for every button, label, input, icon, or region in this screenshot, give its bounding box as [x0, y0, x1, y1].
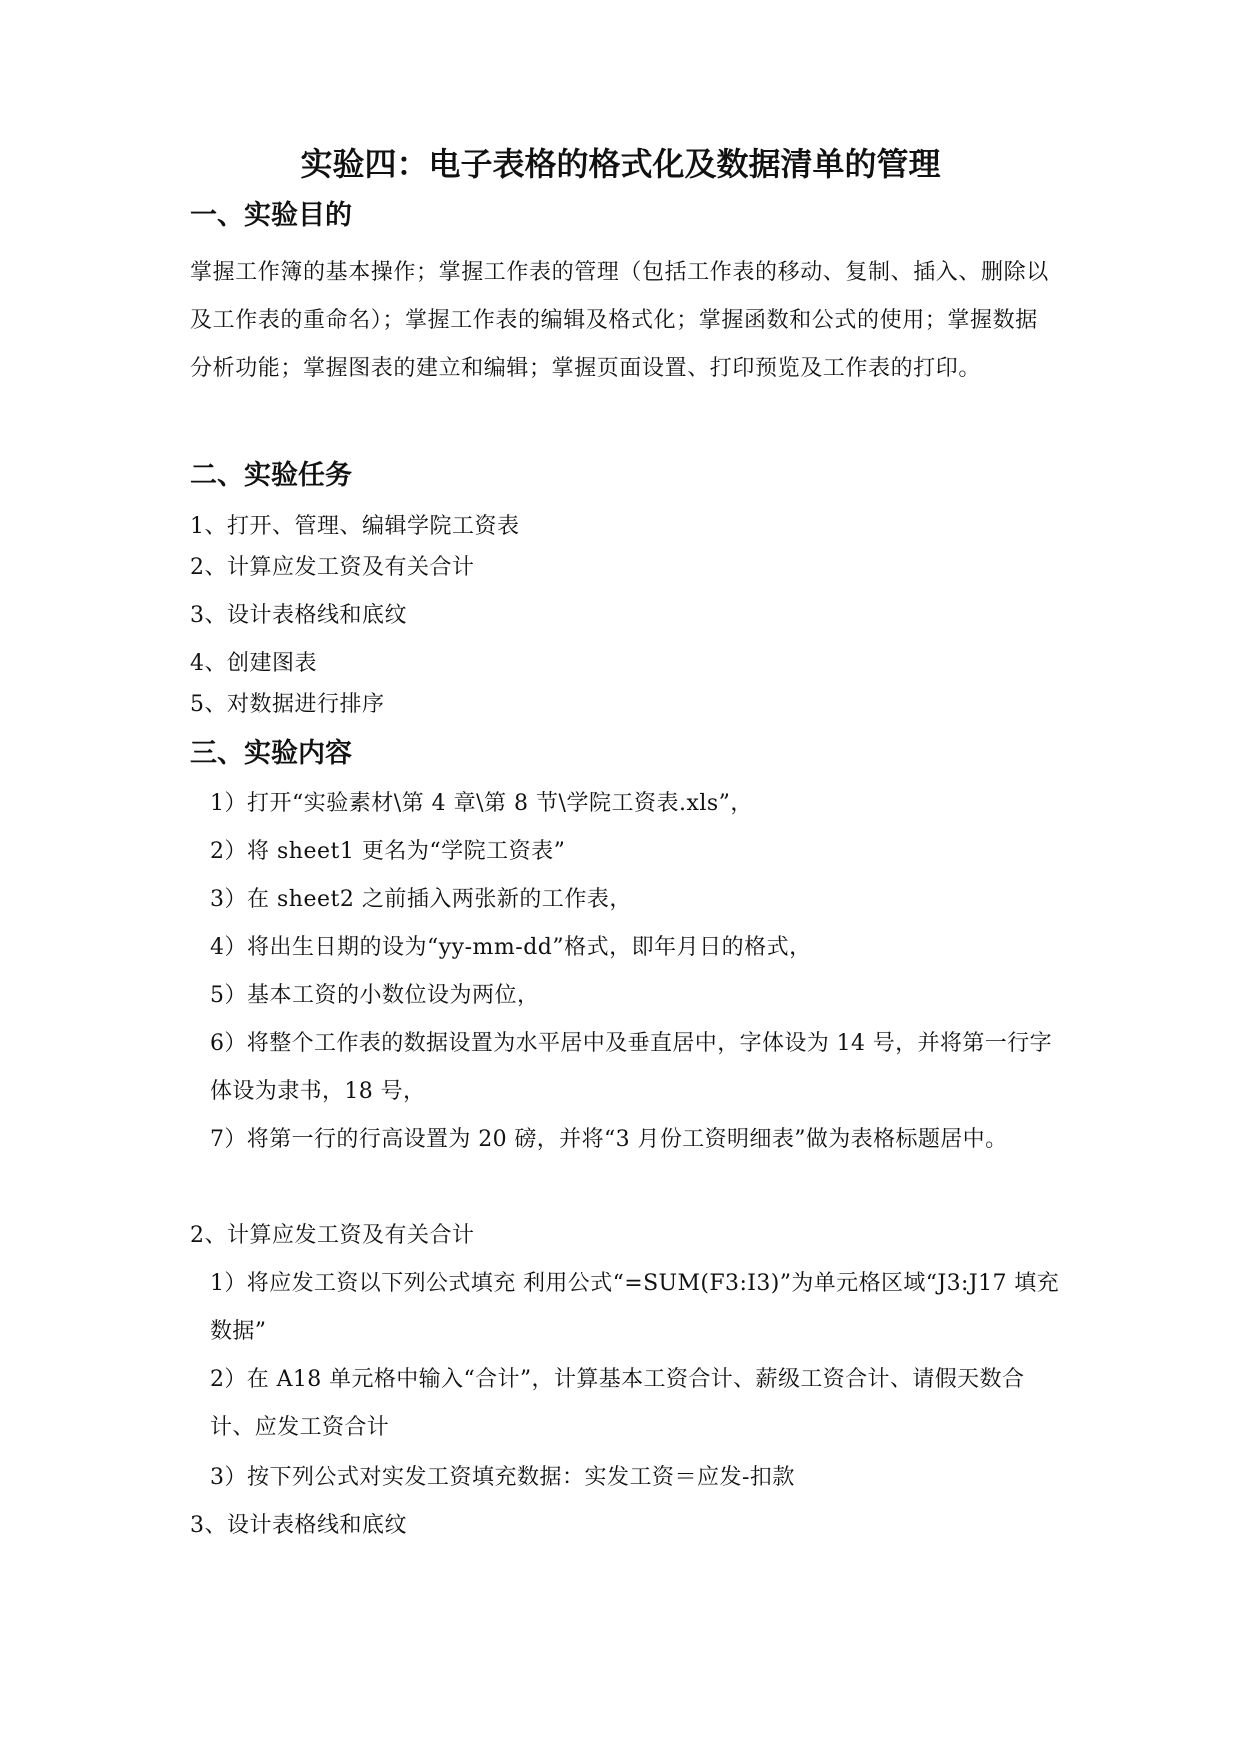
task-item: 2、计算应发工资及有关合计 — [190, 555, 475, 580]
purpose-paragraph: 掌握工作簿的基本操作；掌握工作表的管理（包括工作表的移动、复制、插入、删除以及工作表的重命名）；掌握工作表的编辑及格式化；掌握函数和公式的使用；掌握数据分析功能；掌握图表的建立和编辑；掌握页面设置、打印预览及工作表的打印。 — [190, 260, 1049, 381]
content-item: 2）将 sheet1 更名为“学院工资表” — [210, 839, 566, 864]
task-item: 1、打开、管理、编辑学院工资表 — [190, 514, 520, 539]
content-item: 2）在 A18 单元格中输入“合计”，计算基本工资合计、薪级工资合计、请假天数合计、应发工资合计 — [210, 1367, 1025, 1440]
content-item: 7）将第一行的行高设置为 20 磅，并将“3 月份工资明细表”做为表格标题居中。 — [210, 1127, 1008, 1152]
task-item: 4、创建图表 — [190, 651, 317, 676]
section-heading-tasks: 二、实验任务 — [190, 460, 352, 491]
content-item: 6）将整个工作表的数据设置为水平居中及垂直居中，字体设为 14 号，并将第一行字体设为隶书，18 号， — [210, 1031, 1052, 1104]
section-heading-purpose: 一、实验目的 — [190, 200, 352, 231]
task-item: 3、设计表格线和底纹 — [190, 603, 407, 628]
content-item: 1）将应发工资以下列公式填充 利用公式“=SUM(F3:I3)”为单元格区域“J3:J17 填充数据” — [210, 1271, 1060, 1344]
section-heading-content: 三、实验内容 — [190, 738, 352, 769]
task-item: 5、对数据进行排序 — [190, 692, 385, 717]
content-subheading: 3、设计表格线和底纹 — [190, 1513, 407, 1538]
content-subheading: 2、计算应发工资及有关合计 — [190, 1223, 475, 1248]
content-item: 3）按下列公式对实发工资填充数据：实发工资＝应发-扣款 — [210, 1465, 795, 1490]
content-item: 1）打开“实验素材\第 4 章\第 8 节\学院工资表.xls”， — [210, 791, 753, 816]
content-item: 3）在 sheet2 之前插入两张新的工作表， — [210, 887, 632, 912]
content-item: 5）基本工资的小数位设为两位， — [210, 983, 540, 1008]
document-title: 实验四：电子表格的格式化及数据清单的管理 — [300, 145, 941, 183]
content-item: 4）将出生日期的设为“yy-mm-dd”格式，即年月日的格式， — [210, 935, 812, 960]
